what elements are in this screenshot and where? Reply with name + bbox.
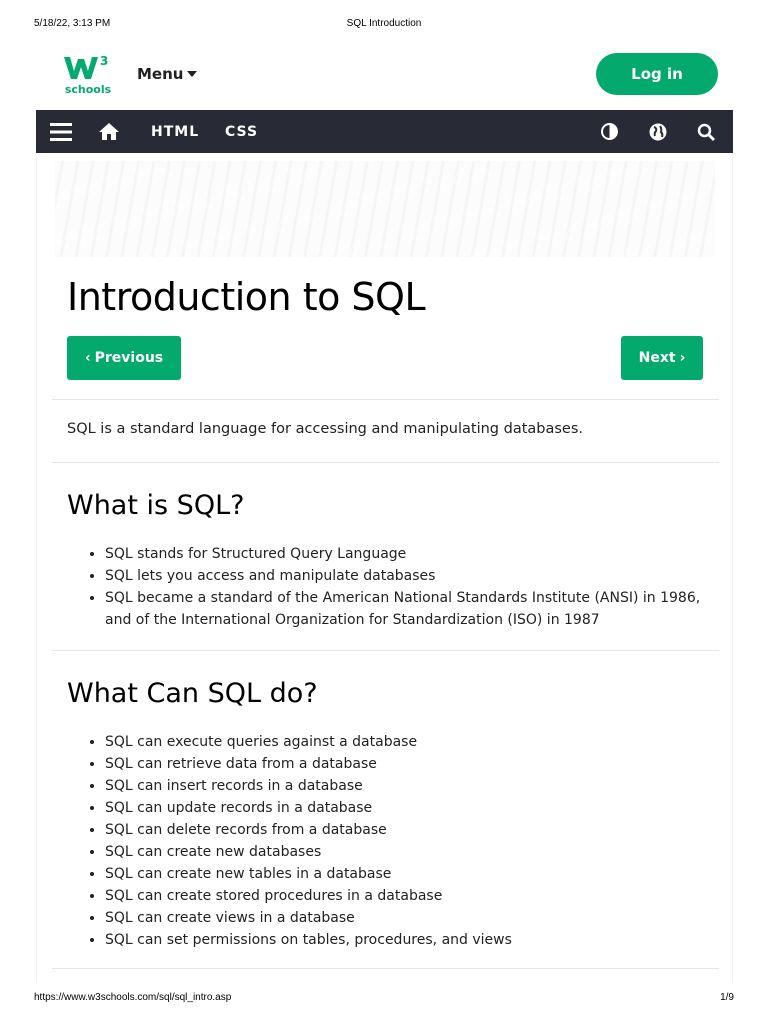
list-item: • SQL can create new tables in a database bbox=[105, 863, 705, 885]
hamburger-icon[interactable] bbox=[50, 110, 72, 153]
list-item: • SQL stands for Structured Query Language bbox=[105, 543, 705, 565]
print-date: 5/18/22, 3:13 PM bbox=[34, 18, 111, 29]
section-heading-what-is-sql: What is SQL? bbox=[67, 490, 245, 521]
print-page-number: 1/9 bbox=[720, 992, 734, 1003]
list-item: • SQL can update records in a database bbox=[105, 797, 705, 819]
list-item: • SQL became a standard of the American National Standards Institute (ANSI) in 1986, and of the International Organization for Standardization (ISO) in 1987 bbox=[105, 587, 705, 631]
print-footer bbox=[0, 992, 768, 1006]
nav-link-html[interactable]: HTML bbox=[151, 123, 200, 140]
divider bbox=[52, 968, 719, 969]
previous-button[interactable] bbox=[67, 336, 181, 380]
what-can-sql-do-list bbox=[105, 731, 705, 951]
login-button[interactable]: Log in bbox=[596, 53, 718, 95]
menu-button[interactable] bbox=[137, 65, 197, 83]
list-item: • SQL can insert records in a database bbox=[105, 775, 705, 797]
print-url: https://www.w3schools.com/sql/sql_intro.asp bbox=[34, 992, 232, 1003]
divider bbox=[52, 399, 719, 400]
divider bbox=[52, 462, 719, 463]
logo-text: schools bbox=[64, 83, 112, 96]
list-item: • SQL can retrieve data from a database bbox=[105, 753, 705, 775]
next-button[interactable] bbox=[621, 336, 703, 380]
caret-down-icon bbox=[187, 71, 197, 77]
chevron-left-icon: ‹ bbox=[84, 350, 91, 366]
page-title: Introduction to SQL bbox=[67, 275, 426, 319]
previous-label: Previous bbox=[94, 350, 164, 366]
ad-banner bbox=[55, 161, 715, 257]
list-item: • SQL can delete records from a database bbox=[105, 819, 705, 841]
chevron-right-icon: › bbox=[679, 350, 686, 366]
globe-icon[interactable] bbox=[649, 110, 667, 153]
divider bbox=[52, 650, 719, 651]
main-content bbox=[36, 153, 733, 983]
list-item: • SQL can execute queries against a database bbox=[105, 731, 705, 753]
menu-label: Menu bbox=[137, 65, 184, 83]
list-item: • SQL can create views in a database bbox=[105, 907, 705, 929]
top-bar bbox=[36, 45, 733, 109]
list-item: • SQL can create stored procedures in a database bbox=[105, 885, 705, 907]
print-title: SQL Introduction bbox=[346, 18, 422, 29]
list-item: • SQL lets you access and manipulate databases bbox=[105, 565, 705, 587]
search-icon[interactable] bbox=[697, 110, 715, 153]
contrast-icon[interactable] bbox=[600, 110, 618, 153]
intro-text: SQL is a standard language for accessing and manipulating databases. bbox=[67, 421, 584, 437]
w3schools-logo[interactable] bbox=[62, 53, 114, 97]
section-heading-what-can-sql-do: What Can SQL do? bbox=[67, 678, 318, 709]
print-header bbox=[0, 18, 768, 32]
what-is-sql-list bbox=[105, 543, 705, 631]
next-label: Next bbox=[638, 350, 676, 366]
svg-text:3: 3 bbox=[100, 54, 109, 68]
home-icon[interactable] bbox=[98, 110, 120, 153]
nav-bar bbox=[36, 110, 733, 153]
nav-link-css[interactable]: CSS bbox=[225, 123, 259, 140]
list-item: • SQL can set permissions on tables, procedures, and views bbox=[105, 929, 705, 951]
list-item: • SQL can create new databases bbox=[105, 841, 705, 863]
